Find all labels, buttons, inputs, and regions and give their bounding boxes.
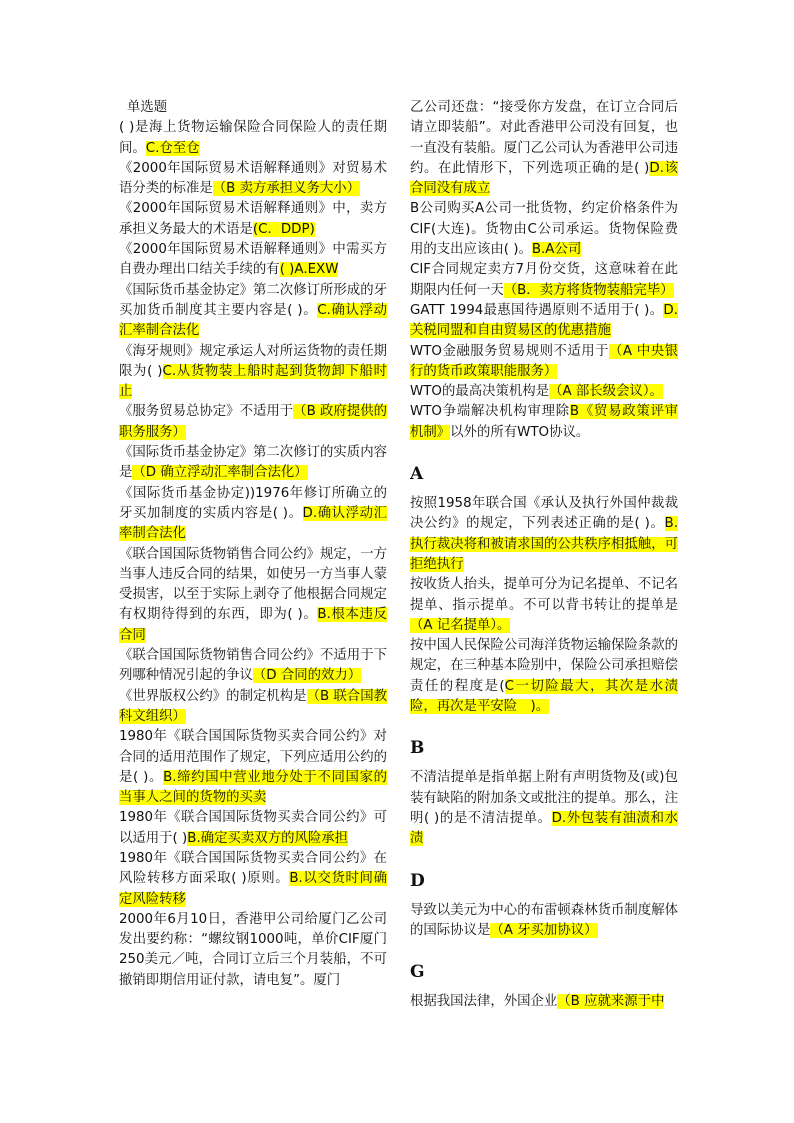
question-item <box>410 342 678 383</box>
question-text: 《国际货币基金协定))1976年修订所确立的牙买加制度的实质内容是( )。 <box>119 485 387 521</box>
question-text: 《2000年国际贸易术语解释通则》对贸易术语分类的标准是 <box>119 160 387 197</box>
question-item <box>410 901 678 942</box>
question-text: 导致以美元为中心的布雷顿森林货币制度解体的国际协议是 <box>410 902 678 938</box>
question-item <box>410 199 678 260</box>
question-text: 根据我国法律，外国企业 <box>410 994 558 1010</box>
answer-highlight: （B 政府提供的职务服务） <box>119 404 387 440</box>
question-item <box>410 636 678 717</box>
question-text: 《2000年国际贸易术语解释通则》中需买方自费办理出口结关手续的有 <box>119 242 387 278</box>
answer-highlight: （A 牙买加协议） <box>490 922 598 938</box>
question-item <box>119 402 387 443</box>
question-item <box>119 808 387 849</box>
question-text: 1980年《联合国国际货物买卖合同公约》对合同的适用范围作了规定，下列应适用公约的是( )。 <box>119 729 387 785</box>
question-item <box>119 240 387 281</box>
question-text: 《国际货币基金协定》第二次修订的实质内容是 <box>119 445 387 481</box>
section-letter-heading: A <box>410 464 424 485</box>
answer-highlight: C.确认浮动汇率制合法化 <box>119 302 387 339</box>
question-item <box>119 687 387 728</box>
question-text: 《国际货币基金协定》第二次修订所形成的牙买加货币制度其主要内容是( )。 <box>119 282 387 318</box>
answer-highlight: (C．DDP) <box>252 221 315 237</box>
question-item <box>119 727 387 808</box>
answer-highlight: （A 记名提单）。 <box>410 617 511 633</box>
answer-highlight: C.从货物装上船时起到货物卸下船时止 <box>119 363 387 400</box>
section-letter-heading: D <box>410 870 425 891</box>
question-item <box>119 199 387 240</box>
answer-highlight: （B 卖方承担义务大小） <box>212 181 361 197</box>
answer-highlight: （A 中央银行的货币政策职能服务） <box>410 343 678 379</box>
question-text: WTO的最高决策机构是 <box>410 384 550 400</box>
question-text: 按中国人民保险公司海洋货物运输保险条款的规定，在三种基本险别中，保险公司承担赔偿责任的程度是( <box>410 638 678 694</box>
answer-highlight: （B 应就来源于中 <box>557 994 665 1010</box>
answer-highlight: ( )A.EXW <box>279 262 339 278</box>
question-item <box>410 402 678 443</box>
question-item <box>410 98 678 199</box>
question-text: 《联合国国际货物销售合同公约》规定，一方当事人违反合同的结果，如使另一方当事人蒙受损害，以至于实际上剥夺了他根据合同规定有权期待得到的东西，即为( )。 <box>119 546 387 623</box>
question-item <box>119 118 387 159</box>
question-item <box>119 443 387 484</box>
question-item <box>119 98 387 118</box>
question-item <box>119 646 387 687</box>
question-text: 单选题 <box>127 100 168 115</box>
question-item <box>410 992 678 1012</box>
answer-highlight: D.确认浮动汇率制合法化 <box>119 505 387 542</box>
answer-highlight: （A 部长级会议）。 <box>549 384 663 400</box>
answer-highlight: B.A公司 <box>531 242 582 258</box>
question-text: 按收货人抬头，提单可分为记名提单、不记名提单、指示提单。不可以背书转让的提单是 <box>410 577 678 613</box>
answer-highlight: B.根本违反合同 <box>119 607 387 643</box>
question-text: 《世界版权公约》的制定机构是 <box>119 688 307 704</box>
question-item <box>119 159 387 200</box>
answer-highlight: C.仓至仓 <box>145 140 200 156</box>
answer-highlight: D.该合同没有成立 <box>410 160 678 197</box>
section-letter-heading: B <box>410 738 425 759</box>
answer-highlight: D.外包装有油渍和水渍 <box>410 810 678 847</box>
question-text: 按照1958年联合国《承认及执行外国仲裁裁决公约》的规定，下列表述正确的是( )。 <box>410 496 678 532</box>
question-item <box>410 260 678 301</box>
question-text: 2000年6月10日，香港甲公司给厦门乙公司发出要约称：“螺纹钢1000吨，单价CIF厦门250美元／吨，合同订立后三个月装船，不可撤销即期信用证付款，请电复”。厦门 <box>119 911 387 988</box>
question-text: GATT 1994最惠国待遇原则不适用于( )。 <box>410 302 664 318</box>
question-text: 1980年《联合国国际货物买卖合同公约》在风险转移方面采取( )原则。 <box>119 850 387 887</box>
question-text: 《服务贸易总协定》不适用于 <box>119 404 294 420</box>
answer-highlight: B.确定买卖双方的风险承担 <box>187 830 349 846</box>
question-item <box>119 484 387 545</box>
question-item <box>119 910 387 991</box>
question-text: 1980年《联合国国际货物买卖合同公约》可以适用于( ) <box>119 810 387 846</box>
question-tail-text: 以外的所有WTO协议。 <box>450 424 590 440</box>
question-text: B公司购买A公司一批货物，约定价格条件为CIF(大连)。货物由C公司承运。货物保险费用的支出应该由( )。 <box>410 201 678 258</box>
answer-highlight: （B．卖方将货物装船完毕） <box>503 282 674 298</box>
question-text: 《2000年国际贸易术语解释通则》中，卖方承担义务最大的术语是 <box>119 201 387 237</box>
left-column <box>119 98 387 991</box>
answer-highlight: B.以交货时间确定风险转移 <box>119 871 387 907</box>
question-item <box>410 494 678 575</box>
question-item <box>410 575 678 636</box>
question-item <box>119 281 387 342</box>
answer-highlight: B.缔约国中营业地分处于不同国家的当事人之间的货物的买卖 <box>119 769 387 806</box>
question-text: ( )是海上货物运输保险合同保险人的责任期间。 <box>119 120 387 156</box>
answer-highlight: C一切险最大，其次是水渍险，再次是平安险 )。 <box>410 678 678 715</box>
question-text: 乙公司还盘：“接受你方发盘，在订立合同后请立即装船”。对此香港甲公司没有回复，也一直没有装船。厦门乙公司认为香港甲公司违约。在此情形下，下列选项正确的是( ) <box>410 100 678 176</box>
question-text: 不清洁提单是指单据上附有声明货物及(或)包装有缺陷的附加条文或批注的提单。那么，注明( )的是不清洁提单。 <box>410 770 678 826</box>
answer-highlight: B《贸易政策评审机制》 <box>410 404 678 440</box>
question-text: WTO争端解决机构审理除 <box>410 404 570 420</box>
question-item <box>410 301 678 342</box>
answer-highlight: （D 合同的效力） <box>252 668 362 684</box>
right-column <box>410 98 678 1012</box>
answer-highlight: D.关税同盟和自由贸易区的优惠措施 <box>410 302 678 339</box>
section-letter-heading: G <box>410 962 425 983</box>
question-item <box>410 768 678 849</box>
answer-highlight: B.执行裁决将和被请求国的公共秩序相抵触，可拒绝执行 <box>410 516 678 572</box>
answer-highlight: （B 联合国教科文组织） <box>119 688 387 724</box>
question-item <box>119 849 387 910</box>
question-text: 《海牙规则》规定承运人对所运货物的责任期限为( ) <box>119 343 387 379</box>
question-text: WTO金融服务贸易规则不适用于 <box>410 343 610 359</box>
question-text: 《联合国国际货物销售合同公约》不适用于下列哪种情况引起的争议 <box>119 648 387 684</box>
question-item <box>410 382 678 402</box>
question-item <box>119 545 387 646</box>
question-item <box>119 342 387 403</box>
answer-highlight: （D 确立浮动汇率制合法化） <box>132 465 308 481</box>
question-text: CIF合同规定卖方7月份交货，这意味着在此期限内任何一天 <box>410 262 678 298</box>
